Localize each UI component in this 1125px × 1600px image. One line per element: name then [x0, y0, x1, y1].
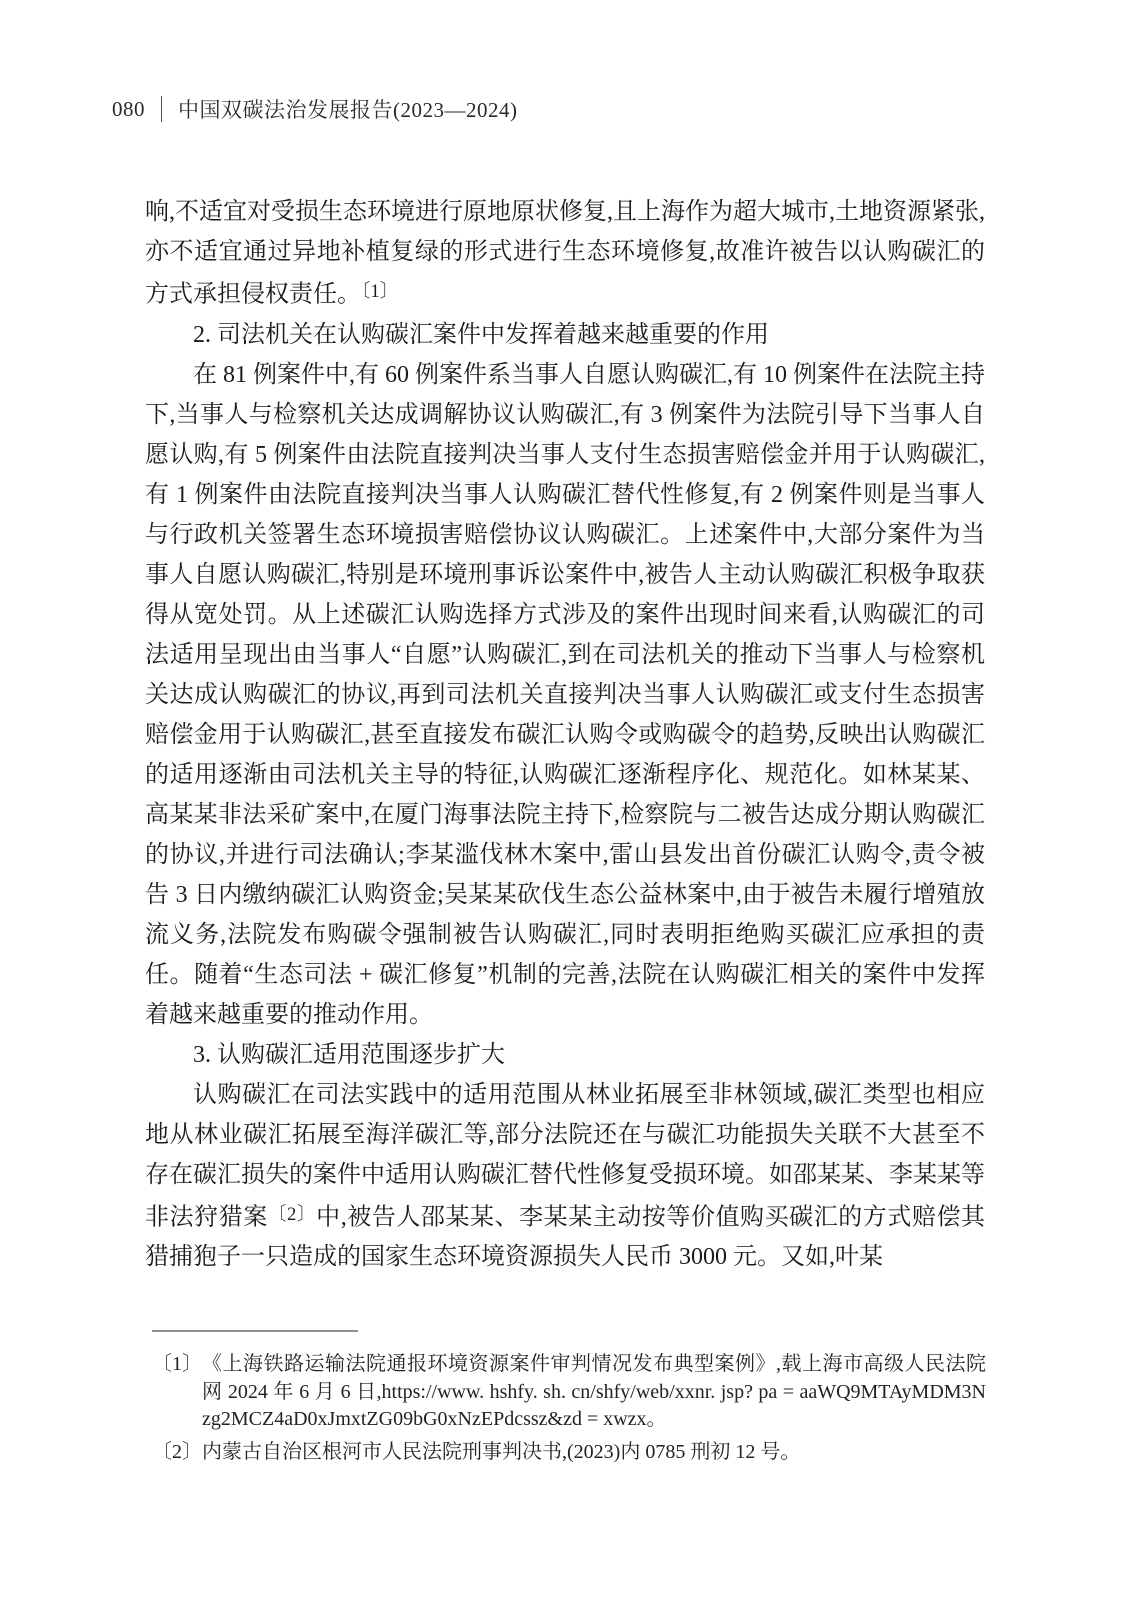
page-number: 080 — [112, 96, 145, 121]
paragraph-text: 中,被告人邵某某、李某某主动按等价值购买碳汇的方式赔偿其猎捕狍子一只造成的国家生态环境资源损失人民币 3000 元。又如,叶某 — [145, 1204, 986, 1271]
footnote-ref-1: 〔1〕 — [361, 281, 399, 302]
page-header — [112, 94, 518, 124]
running-title: 中国双碳法治发展报告(2023—2024) — [178, 98, 518, 122]
section-3-paragraph — [145, 1075, 985, 1278]
footnote-2-text: 内蒙古自治区根河市人民法院刑事判决书,(2023)内 0785 刑初 12 号。 — [202, 1440, 801, 1463]
paragraph-text: 认购碳汇在司法实践中的适用范围从林业拓展至非林领域,碳汇类型也相应地从林业碳汇拓展至海洋碳汇等,部分法院还在与碳汇功能损失关联不大甚至不存在碳汇损失的案件中适用认购碳汇替代性修复受损环境。如邵某某、李某某等非法狩猎案 — [145, 1081, 985, 1231]
footnote-ref-2: 〔2〕 — [267, 1203, 317, 1225]
paragraph-text: 响,不适宜对受损生态环境进行原地原状修复,且上海作为超大城市,土地资源紧张,亦不适宜通过异地补植复绿的形式进行生态环境修复,故准许被告以认购碳汇的方式承担侵权责任。 — [145, 199, 985, 308]
header-divider — [161, 96, 162, 122]
footnote-2-marker: 〔2〕 — [152, 1440, 202, 1463]
footnote-2 — [152, 1439, 986, 1467]
footnote-1-text: 《上海铁路运输法院通报环境资源案件审判情况发布典型案例》,载上海市高级人民法院网 2024 年 6 月 6 日,https://www. hshfy. sh. cn/shfy/web/xxnr. jsp? pa = aaWQ9MTAyMDM3Nzg2MCZ4aD0xJmxtZG09bG0xNzEPdcssz&zd = xwzx。 — [202, 1353, 986, 1430]
page-body — [145, 192, 985, 1277]
footnote-divider — [152, 1330, 358, 1332]
paragraph-continuation — [145, 192, 985, 315]
section-heading-3: 3. 认购碳汇适用范围逐步扩大 — [193, 1041, 505, 1068]
section-2-paragraph: 在 81 例案件中,有 60 例案件系当事人自愿认购碳汇,有 10 例案件在法院主持下,当事人与检察机关达成调解协议认购碳汇,有 3 例案件为法院引导下当事人自愿认购,有 5 例案件由法院直接判决当事人支付生态损害赔偿金并用于认购碳汇,有 1 例案件由法院直接判决当事人认购碳汇替代性修复,有 2 例案件则是当事人与行政机关签署生态环境损害赔偿协议认购碳汇。上述案件中,大部分案件为当事人自愿认购碳汇,特别是环境刑事诉讼案件中,被告人主动认购碳汇积极争取获得从宽处罚。从上述碳汇认购选择方式涉及的案件出现时间来看,认购碳汇的司法适用呈现出由当事人“自愿”认购碳汇,到在司法机关的推动下当事人与检察机关达成认购碳汇的协议,再到司法机关直接判决当事人认购碳汇或支付生态损害赔偿金用于认购碳汇,甚至直接发布碳汇认购令或购碳令的趋势,反映出认购碳汇的适用逐渐由司法机关主导的特征,认购碳汇逐渐程序化、规范化。如林某某、高某某非法采矿案中,在厦门海事法院主持下,检察院与二被告达成分期认购碳汇的协议,并进行司法确认;李某滥伐林木案中,雷山县发出首份碳汇认购令,责令被告 3 日内缴纳碳汇认购资金;吴某某砍伐生态公益林案中,由于被告未履行增殖放流义务,法院发布购碳令强制被告认购碳汇,同时表明拒绝购买碳汇应承担的责任。随着“生态司法 + 碳汇修复”机制的完善,法院在认购碳汇相关的案件中发挥着越来越重要的推动作用。 — [145, 361, 985, 1028]
footnote-1-marker: 〔1〕 — [152, 1353, 202, 1375]
footnotes-section — [152, 1351, 986, 1471]
footnote-1 — [152, 1351, 986, 1434]
section-heading-2: 2. 司法机关在认购碳汇案件中发挥着越来越重要的作用 — [193, 321, 769, 348]
